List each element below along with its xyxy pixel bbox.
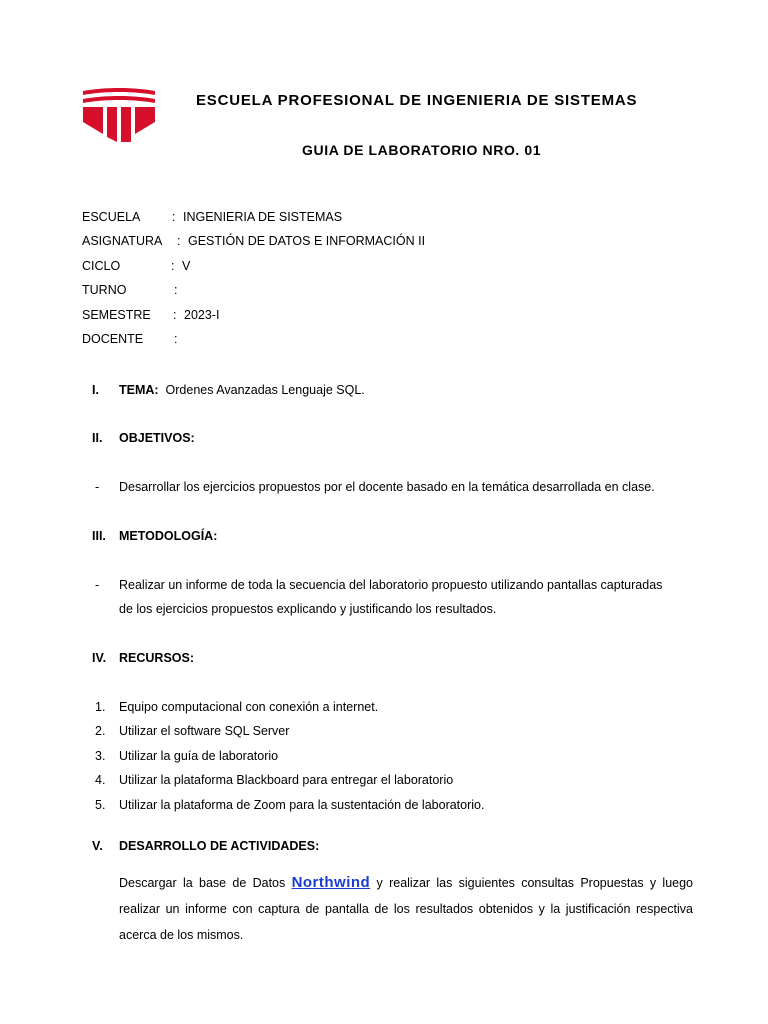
- info-separator: :: [174, 283, 178, 297]
- info-separator: :: [172, 210, 176, 224]
- list-item: Utilizar el software SQL Server: [119, 724, 290, 738]
- university-logo: [81, 88, 157, 142]
- list-item: Equipo computacional con conexión a internet.: [119, 700, 379, 714]
- list-number: 5.: [95, 798, 106, 812]
- guide-title: GUIA DE LABORATORIO NRO. 01: [302, 142, 542, 158]
- section-title-tema: [119, 383, 365, 397]
- section-title-recursos: RECURSOS:: [119, 651, 195, 665]
- desarrollo-pre-text: Descargar la base de Datos: [119, 876, 286, 890]
- tema-text: Ordenes Avanzadas Lenguaje SQL.: [165, 383, 365, 397]
- section-number: III.: [92, 529, 106, 543]
- bullet-dash: -: [95, 578, 100, 592]
- section-number: I.: [92, 383, 99, 397]
- info-value: V: [182, 259, 191, 273]
- desarrollo-post-text: y realizar las siguientes consultas Propuestas y luego realizar un informe con captura de pantalla de los resultados obtenidos y la justificación respectiva acerca de los mismos.: [119, 876, 693, 942]
- list-number: 2.: [95, 724, 106, 738]
- section-title-label: TEMA:: [119, 383, 159, 397]
- section-number: II.: [92, 431, 103, 445]
- info-label: TURNO: [82, 283, 127, 297]
- list-item: Utilizar la plataforma Blackboard para entregar el laboratorio: [119, 773, 454, 787]
- list-number: 3.: [95, 749, 106, 763]
- info-separator: :: [174, 332, 178, 346]
- info-value: INGENIERIA DE SISTEMAS: [183, 210, 343, 224]
- metodologia-line-1: Realizar un informe de toda la secuencia del laboratorio propuesto utilizando pantallas capturadas: [119, 578, 663, 592]
- school-title: ESCUELA PROFESIONAL DE INGENIERIA DE SISTEMAS: [196, 92, 638, 109]
- section-number: V.: [92, 839, 103, 853]
- info-value: GESTIÓN DE DATOS E INFORMACIÓN II: [188, 234, 426, 248]
- objetivo-text: Desarrollar los ejercicios propuestos por el docente basado en la temática desarrollada en clase.: [119, 480, 655, 494]
- desarrollo-paragraph: [119, 870, 693, 948]
- info-label: ASIGNATURA: [82, 234, 163, 248]
- info-value: 2023-I: [184, 308, 220, 322]
- list-item: Utilizar la plataforma de Zoom para la sustentación de laboratorio.: [119, 798, 485, 812]
- info-separator: :: [173, 308, 177, 322]
- section-title-objetivos: OBJETIVOS:: [119, 431, 195, 445]
- info-label: DOCENTE: [82, 332, 144, 346]
- info-separator: :: [177, 234, 181, 248]
- list-number: 4.: [95, 773, 106, 787]
- northwind-link[interactable]: Northwind: [291, 874, 371, 891]
- info-label: SEMESTRE: [82, 308, 151, 322]
- list-number: 1.: [95, 700, 106, 714]
- section-title-metodologia: METODOLOGÍA:: [119, 529, 218, 543]
- info-separator: :: [171, 259, 175, 273]
- bullet-dash: -: [95, 480, 100, 494]
- list-item: Utilizar la guía de laboratorio: [119, 749, 279, 763]
- section-number: IV.: [92, 651, 107, 665]
- metodologia-line-2: de los ejercicios propuestos explicando y justificando los resultados.: [119, 602, 497, 616]
- info-label: CICLO: [82, 259, 121, 273]
- section-title-desarrollo: DESARROLLO DE ACTIVIDADES:: [119, 839, 320, 853]
- info-label: ESCUELA: [82, 210, 141, 224]
